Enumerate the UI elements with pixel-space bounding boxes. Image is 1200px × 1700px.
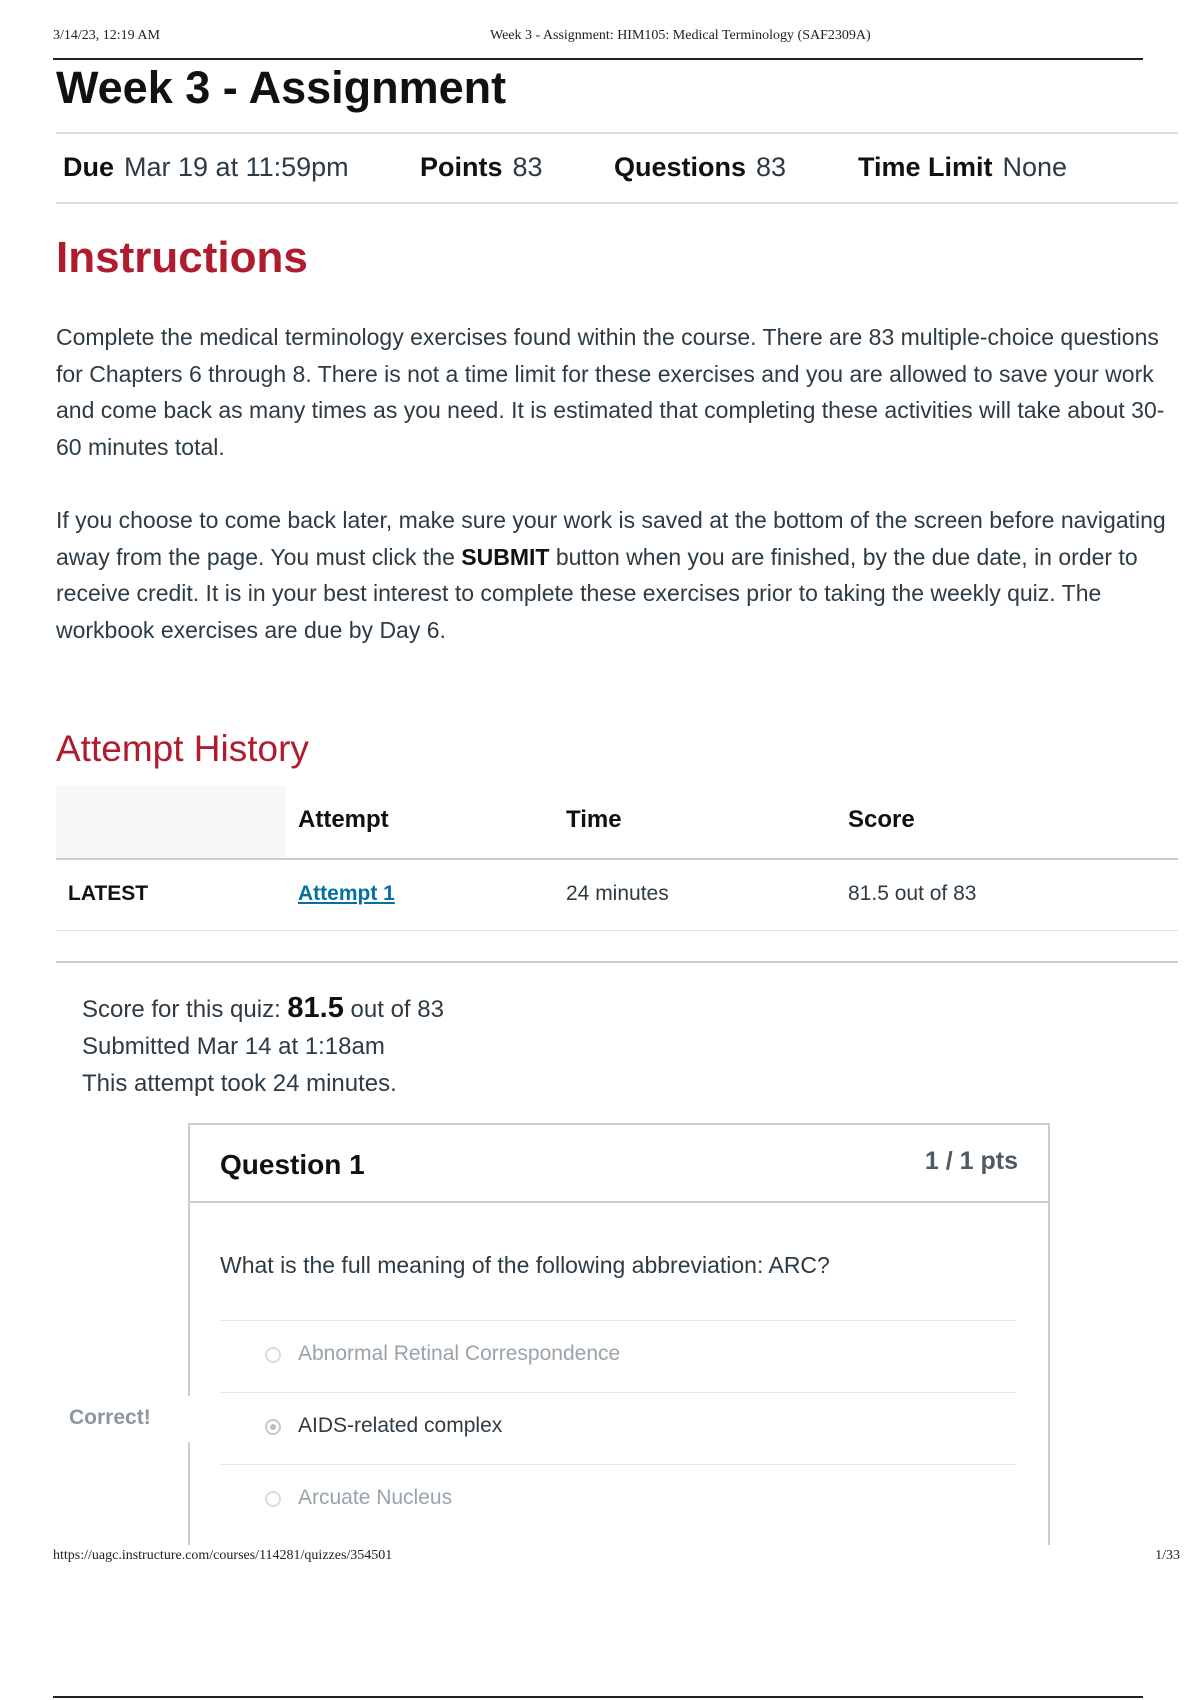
- attempt-duration: This attempt took 24 minutes.: [82, 1070, 397, 1097]
- points-detail: [420, 152, 543, 183]
- submitted-time: Submitted Mar 14 at 1:18am: [82, 1033, 385, 1060]
- latest-tag: LATEST: [68, 882, 149, 905]
- score-suffix: out of 83: [343, 996, 444, 1023]
- correct-indicator-gap: [186, 1396, 192, 1442]
- attempt-score: 81.5 out of 83: [848, 882, 977, 905]
- score-prefix: Score for this quiz:: [82, 996, 288, 1023]
- points-value: 83: [512, 152, 543, 182]
- time-limit-detail: [858, 152, 1067, 183]
- attempt-history-table: [56, 786, 1178, 931]
- print-header: [53, 28, 1143, 60]
- instructions-heading: Instructions: [56, 233, 308, 282]
- header-blank-cell: [56, 786, 286, 858]
- page-title: Week 3 - Assignment: [56, 62, 507, 113]
- attempt-history-heading: Attempt History: [56, 728, 309, 769]
- correct-indicator: Correct!: [69, 1406, 151, 1429]
- answer-option-selected[interactable]: [220, 1393, 1016, 1465]
- attempt-column-header: Attempt: [298, 806, 389, 833]
- print-date: 3/14/23, 12:19 AM: [53, 28, 160, 43]
- time-column-header: Time: [566, 806, 622, 833]
- instructions-paragraph-1: Complete the medical terminology exercises found within the course. There are 83 multiple-choice questions for Chapters 6 through 8. There is not a time limit for these exercises and you are allowed to save your work and come back as many times as you need. It is estimated that completing these activities will take about 30-60 minutes total.: [56, 324, 1165, 460]
- score-column-header: Score: [848, 806, 915, 833]
- quiz-score-line: [82, 990, 444, 1028]
- instructions-paragraph-2: [56, 502, 1178, 648]
- due-value: Mar 19 at 11:59pm: [124, 152, 349, 182]
- answer-list: [220, 1320, 1016, 1536]
- question-header: [190, 1125, 1048, 1203]
- due-label: Due: [63, 152, 115, 182]
- table-row: [56, 860, 1178, 931]
- submit-emphasis: SUBMIT: [461, 543, 550, 570]
- question-title: Question 1: [220, 1149, 365, 1180]
- bottom-rule: [53, 1696, 1143, 1698]
- radio-icon[interactable]: [265, 1491, 281, 1507]
- question-card: [188, 1123, 1050, 1545]
- attempt-time: 24 minutes: [566, 882, 669, 905]
- quiz-summary: [82, 990, 444, 1102]
- section-divider: [56, 961, 1178, 963]
- answer-text: AIDS-related complex: [298, 1414, 503, 1437]
- questions-label: Questions: [614, 152, 747, 182]
- print-doc-title: Week 3 - Assignment: HIM105: Medical Terminology (SAF2309A): [490, 28, 871, 43]
- questions-detail: [614, 152, 786, 183]
- points-label: Points: [420, 152, 503, 182]
- assignment-details: [56, 132, 1178, 204]
- time-limit-value: None: [1002, 152, 1068, 182]
- quiz-score-value: 81.5: [287, 992, 344, 1024]
- radio-icon[interactable]: [265, 1347, 281, 1363]
- questions-value: 83: [756, 152, 787, 182]
- answer-option[interactable]: [220, 1321, 1016, 1393]
- print-url: https://uagc.instructure.com/courses/114281/quizzes/354501: [53, 1548, 393, 1563]
- radio-selected-icon[interactable]: [265, 1419, 281, 1435]
- answer-text: Abnormal Retinal Correspondence: [298, 1342, 621, 1365]
- answer-text: Arcuate Nucleus: [298, 1486, 453, 1509]
- answer-option[interactable]: [220, 1465, 1016, 1536]
- page-number: 1/33: [1155, 1548, 1180, 1563]
- due-detail: [63, 152, 349, 183]
- instructions-paragraph-2-start: If you choose to come back later, make sure your work is saved at the bottom of the screen before navigating away from the page. You must click the: [56, 507, 1166, 570]
- attempt-1-link[interactable]: Attempt 1: [298, 882, 395, 905]
- table-header-row: [56, 786, 1178, 860]
- time-limit-label: Time Limit: [858, 152, 993, 182]
- instructions-paragraph-2-end: button when you are finished, by the due date, in order to receive credit. It is in your best interest to complete these exercises prior to taking the weekly quiz. The workbook exercises are due by Day 6.: [56, 543, 1138, 643]
- question-text: What is the full meaning of the following abbreviation: ARC?: [220, 1252, 830, 1278]
- question-points: 1 / 1 pts: [924, 1147, 1018, 1175]
